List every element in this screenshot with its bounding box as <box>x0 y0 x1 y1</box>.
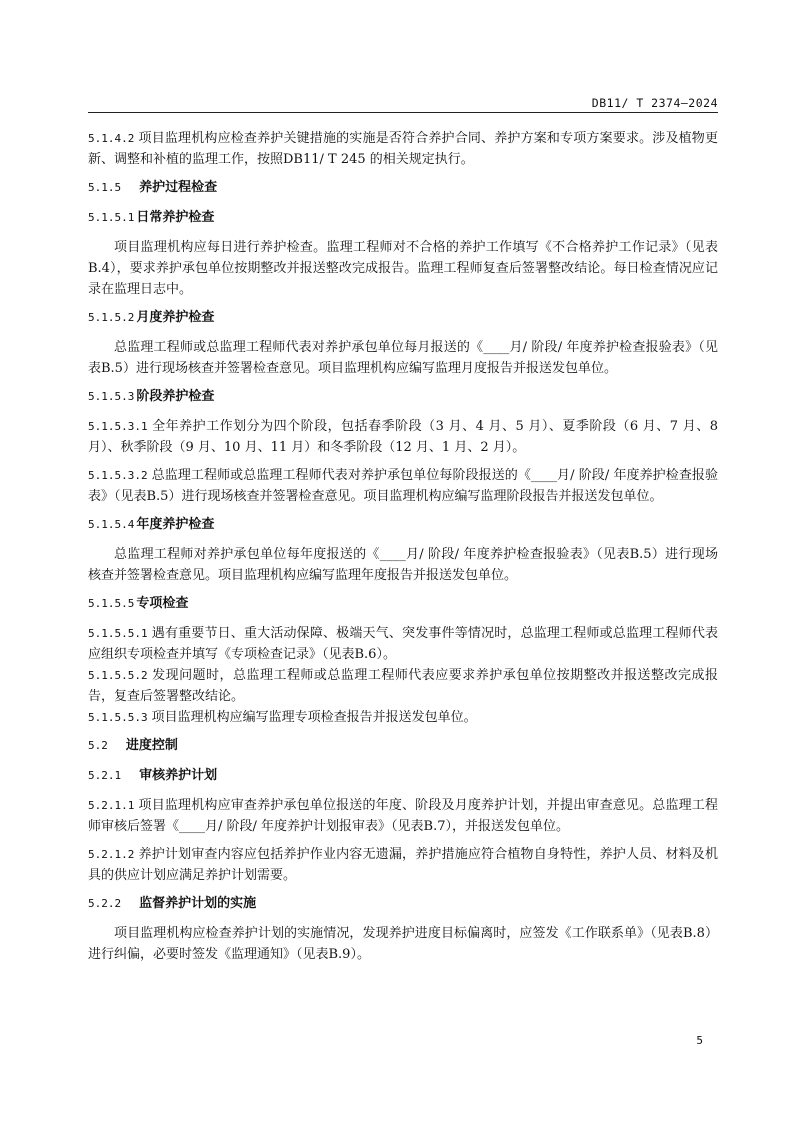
paragraph-annual-inspection: 总监理工程师对养护承包单位每年度报送的《____月/ 阶段/ 年度养护检查报验表》（见表B.5）进行现场核查并签署检查意见。项目监理机构应编写监理年度报告并报送发包单位。 <box>88 547 718 583</box>
heading-5-1-5-3: 5.1.5.3 阶段养护检查 <box>88 389 215 404</box>
heading-5-2-2: 5.2.2 监督养护计划的实施 <box>88 896 257 911</box>
heading-5-1-5-4: 5.1.5.4 年度养护检查 <box>88 517 215 532</box>
clause-5-1-5-5-1: 5.1.5.5.1 遇有重要节日、重大活动保障、极端天气、突发事件等情况时，总监理工程师或总监理工程师代表应组织专项检查并填写《专项检查记录》（见表B.6）。 <box>88 626 718 662</box>
heading-5-2-1: 5.2.1 审核养护计划 <box>88 768 218 783</box>
clause-5-1-4-2: 5.1.4.2 项目监理机构应检查养护关键措施的实施是否符合养护合同、养护方案和专项方案要求。涉及植物更新、调整和补植的监理工作，按照DB11/ T 245 的相关规定执行。 <box>88 131 718 167</box>
paragraph-daily-inspection: 项目监理机构应每日进行养护检查。监理工程师对不合格的养护工作填写《不合格养护工作记录》（见表B.4），要求养护承包单位按期整改并报送整改完成报告。监理工程师复查后签署整改结论。每日检查情况应记录在监理日志中。 <box>88 240 718 297</box>
heading-5-1-5-2: 5.1.5.2 月度养护检查 <box>88 310 215 325</box>
heading-5-1-5-1: 5.1.5.1 日常养护检查 <box>88 210 215 225</box>
paragraph-schedule-supervision: 项目监理机构应检查养护计划的实施情况，发现养护进度目标偏离时，应签发《工作联系单》（见表B.8）进行纠偏，必要时签发《监理通知》（见表B.9）。 <box>88 926 718 962</box>
clause-5-1-5-3-1: 5.1.5.3.1 全年养护工作划分为四个阶段，包括春季阶段（3 月、4 月、5 月）、夏季阶段（6 月、7 月、8 月）、秋季阶段（9 月、10 月、11 月）和冬季阶段（12 月、1 月、2 月）。 <box>88 419 718 455</box>
header-rule <box>88 112 718 113</box>
clause-5-2-1-1: 5.2.1.1 项目监理机构应审查养护承包单位报送的年度、阶段及月度养护计划，并提出审查意见。总监理工程师审核后签署《____月/ 阶段/ 年度养护计划报审表》（见表B.7），并报送发包单位。 <box>88 798 718 834</box>
heading-5-2: 5.2 进度控制 <box>88 738 178 753</box>
heading-5-1-5-5: 5.1.5.5 专项检查 <box>88 596 189 611</box>
page-number: 5 <box>696 1034 703 1047</box>
clause-5-1-5-5-2: 5.1.5.5.2 发现问题时，总监理工程师或总监理工程师代表应要求养护承包单位按期整改并报送整改完成报告，复查后签署整改结论。 <box>88 668 718 704</box>
heading-5-1-5: 5.1.5 养护过程检查 <box>88 180 218 195</box>
paragraph-monthly-inspection: 总监理工程师或总监理工程师代表对养护承包单位每月报送的《____月/ 阶段/ 年度养护检查报验表》（见表B.5）进行现场核查并签署检查意见。项目监理机构应编写监理月度报告并报送发包单位。 <box>88 340 718 376</box>
clause-5-1-5-3-2: 5.1.5.3.2 总监理工程师或总监理工程师代表对养护承包单位每阶段报送的《____月/ 阶段/ 年度养护检查报验表》（见表B.5）进行现场核查并签署检查意见。项目监理机构应编写监理阶段报告并报送发包单位。 <box>88 468 718 504</box>
document-body <box>88 128 718 972</box>
clause-5-1-5-5-3: 5.1.5.5.3 项目监理机构应编写监理专项检查报告并报送发包单位。 <box>88 710 477 725</box>
standard-code: DB11/ T 2374—2024 <box>591 96 718 110</box>
clause-5-2-1-2: 5.2.1.2 养护计划审查内容应包括养护作业内容无遗漏，养护措施应符合植物自身特性，养护人员、材料及机具的供应计划应满足养护计划需要。 <box>88 847 718 883</box>
